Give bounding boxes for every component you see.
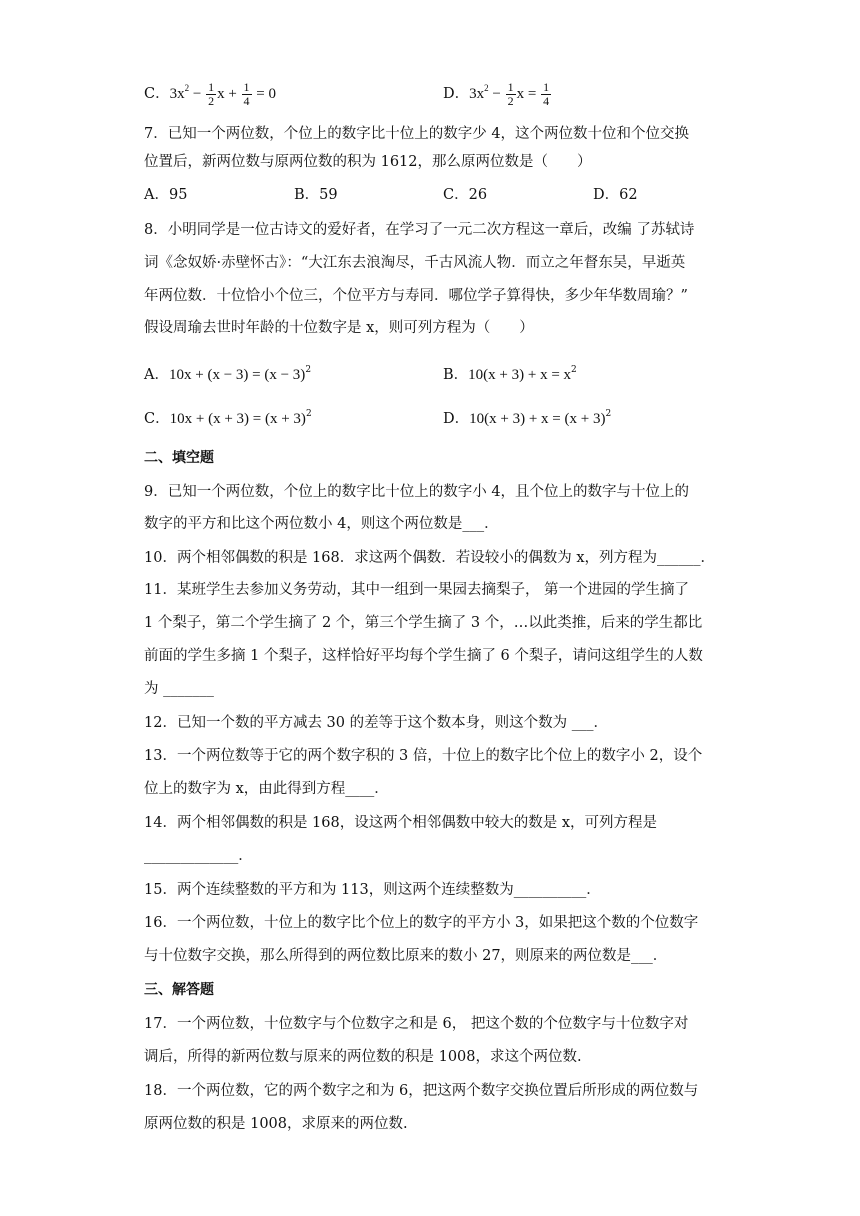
q8-text-line-1: 8．小明同学是一位古诗文的爱好者，在学习了一元二次方程这一章后，改编 了苏轼诗	[144, 222, 695, 238]
q8-text-line-3: 年两位数．十位恰小个位三，个位平方与寿同．哪位学子算得快，多少年华数周瑜？”	[144, 288, 688, 304]
q9-text-line-2: 数字的平方和比这个两位数小 4，则这个两位数是___．	[144, 516, 499, 532]
denominator: 2	[208, 94, 215, 109]
eq-term: x +	[217, 86, 241, 102]
exponent: 2	[605, 409, 612, 419]
q18-text-line-2: 原两位数的积是 1008，求原来的两位数.	[144, 1116, 408, 1132]
q7-option-a: A．95	[144, 187, 188, 203]
q7-option-d: D．62	[593, 187, 638, 203]
q8-option-d	[443, 404, 611, 429]
q8-text-line-4: 假设周瑜去世时年龄的十位数字是 x，则可列方程为（ ）	[144, 320, 534, 336]
section-heading-solve: 三、解答题	[144, 982, 214, 998]
q11-text-line-1: 11．某班学生去参加义务劳动，其中一组到一果园去摘梨子， 第一个进园的学生摘了	[144, 582, 690, 598]
denominator: 2	[507, 94, 514, 109]
exponent: 2	[305, 409, 312, 419]
equation: 10x + (x + 3) = (x + 3)	[169, 411, 306, 427]
option-label: C．	[144, 86, 170, 102]
option-label: C．	[144, 411, 170, 427]
exponent: 2	[571, 365, 577, 375]
q17-text-line-1: 17．一个两位数，十位数字与个位数字之和是 6， 把这个数的个位数字与十位数字对	[144, 1016, 689, 1032]
equation: 10x + (x − 3) = (x − 3)	[168, 367, 306, 383]
q8-option-b	[443, 360, 577, 385]
q16-text-line-1: 16．一个两位数，十位上的数字比个位上的数字的平方小 3，如果把这个数的个位数字	[144, 915, 699, 931]
equation	[169, 80, 277, 109]
q7-option-c: C．26	[443, 187, 488, 203]
denominator: 4	[243, 94, 250, 109]
q12-text: 12．已知一个数的平方减去 30 的差等于这个数本身，则这个数为 ___．	[144, 715, 608, 731]
q7-text-line-2: 位置后，新两位数与原两位数的积为 1612，那么原两位数是（ ）	[144, 154, 592, 170]
eq-op: −	[488, 86, 505, 102]
fraction	[541, 81, 551, 108]
q8-text-line-2: 词《念奴娇·赤壁怀古》：“大江东去浪淘尽，千古风流人物．而立之年督东吴，早逝英	[144, 255, 686, 271]
q11-text-line-2: 1 个梨子，第二个学生摘了 2 个，第三个学生摘了 3 个，…以此类推，后来的学生都比	[144, 615, 703, 631]
q6-option-c	[144, 78, 276, 108]
q8-option-a	[144, 360, 311, 385]
numerator: 1	[507, 80, 514, 95]
fraction	[242, 81, 252, 108]
eq-op: −	[189, 86, 206, 102]
equation: 10(x + 3) + x = x	[468, 367, 572, 383]
numerator: 1	[243, 80, 250, 95]
numerator: 1	[208, 80, 215, 95]
eq-term: 3x	[169, 86, 185, 102]
q9-text-line-1: 9．已知一个两位数，个位上的数字比十位上的数字小 4，且个位上的数字与十位上的	[144, 484, 690, 500]
section-heading-fill-in: 二、填空题	[144, 450, 214, 466]
q17-text-line-2: 调后，所得的新两位数与原来的两位数的积是 1008，求这个两位数.	[144, 1049, 582, 1065]
q11-text-line-3: 前面的学生多摘 1 个梨子，这样恰好平均每个学生摘了 6 个梨子，请问这组学生的人数	[144, 648, 703, 664]
numerator: 1	[543, 80, 550, 95]
q13-text-line-1: 13．一个两位数等于它的两个数字积的 3 倍，十位上的数字比个位上的数字小 2，设个	[144, 748, 703, 764]
q18-text-line-1: 18．一个两位数，它的两个数字之和为 6，把这两个数字交换位置后所形成的两位数与	[144, 1083, 699, 1099]
option-label: D．	[443, 86, 470, 102]
option-label: D．	[443, 411, 470, 427]
q6-option-d	[443, 78, 552, 108]
q14-text-line-1: 14．两个相邻偶数的积是 168，设这两个相邻偶数中较大的数是 x，可列方程是	[144, 815, 658, 831]
equation	[469, 80, 552, 109]
exponent: 2	[184, 83, 190, 93]
q13-text-line-2: 位上的数字为 x，由此得到方程____．	[144, 781, 389, 797]
q7-option-b: B．59	[294, 187, 338, 203]
eq-term: x =	[516, 86, 541, 102]
option-label: A．	[144, 367, 169, 383]
q8-option-c	[144, 404, 312, 429]
eq-term: = 0	[252, 86, 277, 102]
option-label: B．	[443, 367, 469, 383]
q15-text: 15．两个连续整数的平方和为 113，则这两个连续整数为__________．	[144, 882, 601, 898]
fraction	[506, 81, 516, 108]
eq-term: 3x	[469, 86, 485, 102]
equation: 10(x + 3) + x = (x + 3)	[469, 411, 606, 427]
denominator: 4	[543, 94, 550, 109]
fraction	[206, 81, 216, 108]
q11-text-line-4: 为 _______	[144, 681, 214, 697]
q10-text: 10．两个相邻偶数的积是 168．求这两个偶数．若设较小的偶数为 x，列方程为______．	[144, 550, 716, 566]
exponent: 2	[484, 83, 489, 93]
q14-text-line-2: _____________．	[144, 848, 253, 864]
q7-text-line-1: 7．已知一个两位数，个位上的数字比十位上的数字少 4，这个两位数十位和个位交换	[144, 126, 690, 142]
q16-text-line-2: 与十位数字交换，那么所得到的两位数比原来的数小 27，则原来的两位数是___．	[144, 948, 668, 964]
exponent: 2	[305, 365, 312, 375]
